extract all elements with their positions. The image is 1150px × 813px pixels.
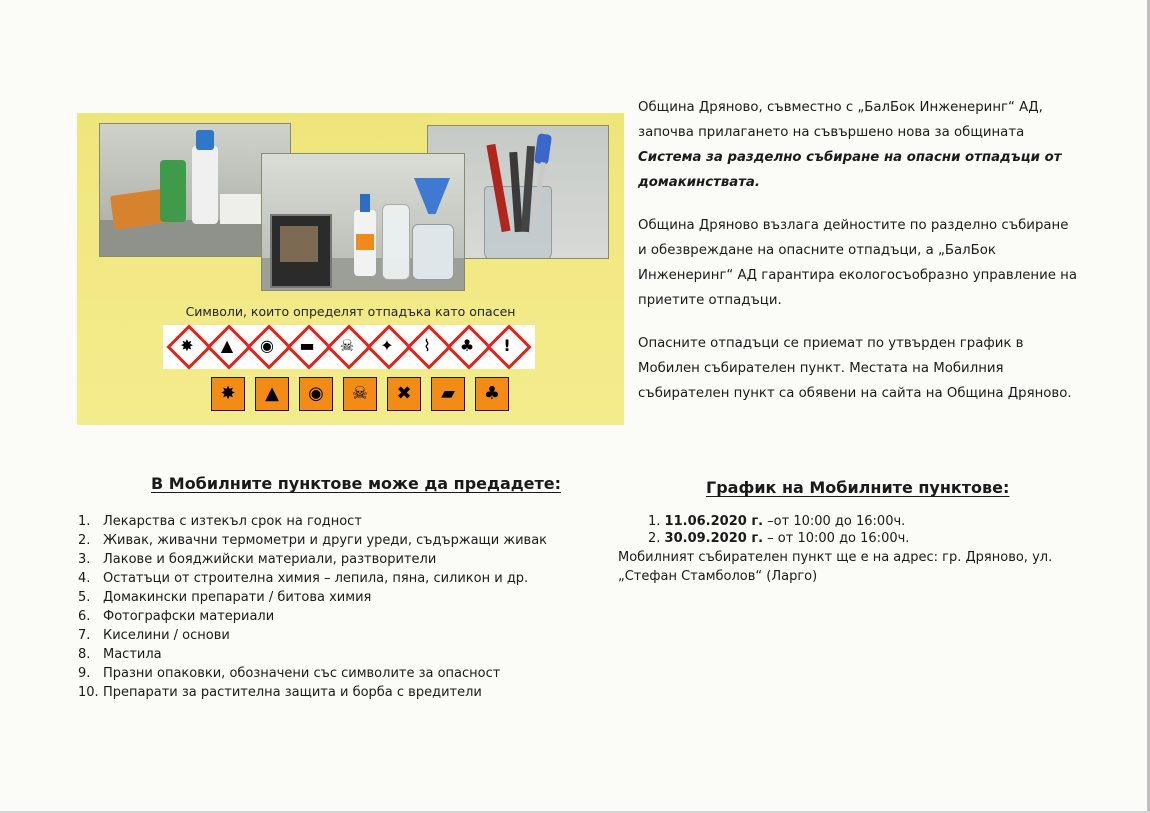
intro-highlight: Система за разделно събиране на опасни отпадъци от домакинствата. — [638, 150, 1062, 190]
list-item-number: 8. — [78, 647, 91, 662]
intro-paragraph-1 — [638, 95, 1078, 195]
list-item — [78, 569, 547, 588]
list-item — [78, 550, 547, 569]
intro-paragraph-2: Община Дряново възлага дейностите по разделно събиране и обезвреждане на опасните отпадъци, а „БалБок Инженеринг“ АД гарантира екологосъобразно управление на приетите отпадъци. — [638, 218, 1077, 308]
list-item-number: 10. — [78, 685, 99, 700]
list-item-text: Киселини / основи — [103, 628, 230, 643]
list-item-text: Препарати за растителна защита и борба с вредители — [103, 685, 482, 700]
schedule-entry — [648, 513, 909, 530]
list-item — [78, 512, 547, 531]
list-item — [78, 683, 547, 702]
list-item — [78, 607, 547, 626]
collection-address: Мобилният събирателен пункт ще е на адрес: гр. Дряново, ул. „Стефан Стамболов“ (Ларго) — [618, 550, 1053, 584]
toxic-icon: ☠ — [343, 377, 377, 411]
explosive-icon: ✸ — [211, 377, 245, 411]
intro-paragraph-3: Опасните отпадъци се приемат по утвърден график в Мобилен събирателен пункт. Местата на Мобилния събирателен пункт са обявени на сайта на Община Дряново. — [638, 336, 1072, 401]
intro-text — [638, 95, 1078, 424]
schedule-entry-time: –от 10:00 до 16:00ч. — [763, 514, 906, 529]
accepted-items-title: В Мобилните пунктове може да предадете: — [151, 474, 562, 493]
schedule-entry — [648, 530, 909, 547]
accepted-items-list — [78, 512, 547, 702]
list-item — [78, 626, 547, 645]
schedule-entry-date: 11.06.2020 г. — [664, 514, 764, 529]
symbols-caption: Символи, които определят отпадъка като опасен — [185, 304, 516, 319]
schedule-entry-number: 1. — [648, 514, 661, 529]
list-item-number: 2. — [78, 533, 91, 548]
schedule-list — [648, 513, 909, 547]
list-item-number: 1. — [78, 514, 91, 529]
list-item-text: Мастила — [103, 647, 162, 662]
harmful-irritant-icon: ✖ — [387, 377, 421, 411]
ghs-pictograms-row: ✸ ▲ ◉ ▬ ☠ ✦ ⌇ ♣ ! — [163, 325, 535, 369]
schedule-entry-date: 30.09.2020 г. — [664, 531, 764, 546]
list-item — [78, 645, 547, 664]
photo-chemicals — [261, 153, 465, 291]
corrosive-icon: ▰ — [431, 377, 465, 411]
list-item-number: 3. — [78, 552, 91, 567]
list-item-number: 4. — [78, 571, 91, 586]
list-item-text: Лекарства с изтекъл срок на годност — [103, 514, 362, 529]
list-item-number: 5. — [78, 590, 91, 605]
list-item-text: Остатъци от строителна химия – лепила, пяна, силикон и др. — [103, 571, 529, 586]
list-item — [78, 588, 547, 607]
schedule-title: График на Мобилните пунктове: — [706, 478, 1010, 497]
list-item-number: 6. — [78, 609, 91, 624]
orange-pictograms-row — [211, 377, 511, 413]
list-item-number: 7. — [78, 628, 91, 643]
list-item-number: 9. — [78, 666, 91, 681]
intro-paragraph-1-text: Община Дряново, съвместно с „БалБок Инженеринг“ АД, започва прилагането на съвършено нова за общината — [638, 100, 1043, 140]
dangerous-for-environment-icon: ♣ — [475, 377, 509, 411]
list-item — [78, 531, 547, 550]
oxidizing-icon: ◉ — [299, 377, 333, 411]
list-item-text: Живак, живачни термометри и други уреди, съдържащи живак — [103, 533, 548, 548]
hazardous-waste-illustration — [77, 113, 624, 425]
list-item — [78, 664, 547, 683]
schedule-entry-time: – от 10:00 до 16:00ч. — [763, 531, 910, 546]
list-item-text: Лакове и бояджийски материали, разтворители — [103, 552, 437, 567]
list-item-text: Домакински препарати / битова химия — [103, 590, 372, 605]
list-item-text: Празни опаковки, обозначени със символите за опасност — [103, 666, 501, 681]
schedule-entry-number: 2. — [648, 531, 661, 546]
list-item-text: Фотографски материали — [103, 609, 275, 624]
flammable-icon: ▲ — [255, 377, 289, 411]
